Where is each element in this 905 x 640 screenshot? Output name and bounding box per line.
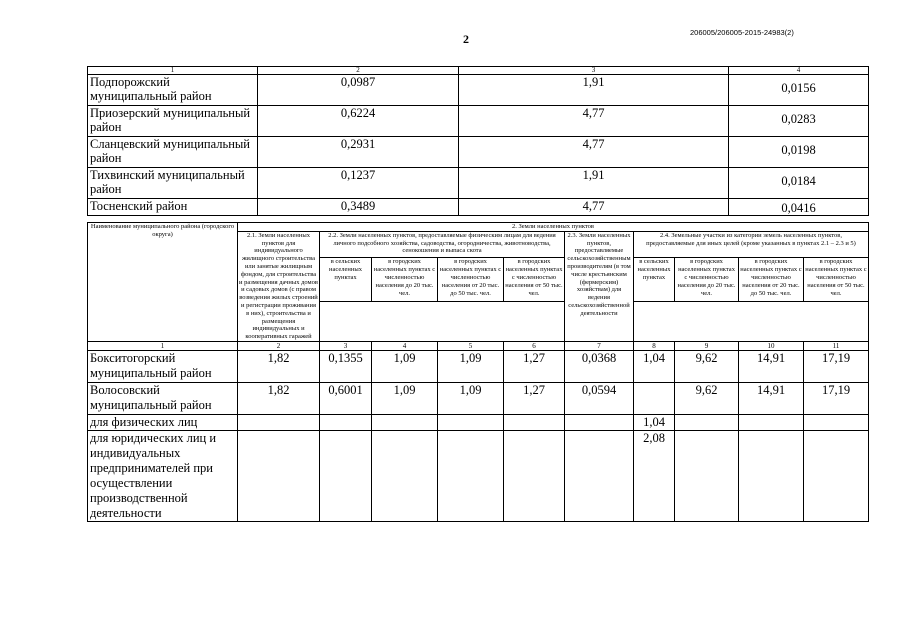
table-cell: 17,19 <box>804 350 869 382</box>
col-number: 11 <box>804 341 869 350</box>
district-name: Приозерский муниципальный район <box>88 106 258 137</box>
table-cell: 17,19 <box>804 382 869 414</box>
header-spacer <box>634 301 869 341</box>
header-2-2-urban-20: в городских населенных пунктах с численностью населения до 20 тыс. чел. <box>372 258 438 302</box>
table-cell: 2,08 <box>634 430 675 521</box>
district-name: Подпорожский муниципальный район <box>88 75 258 106</box>
table-cell: 14,91 <box>739 382 804 414</box>
table-cell: 1,04 <box>634 414 675 430</box>
header-2-4: 2.4. Земельные участки из категории земель населенных пунктов, предоставляемые для иных целей (кроме указанных в пунктах 2.1 – 2.3 и 5) <box>634 231 869 258</box>
table-cell: 0,0198 <box>729 137 869 168</box>
table-cell: 0,3489 <box>258 199 459 216</box>
table-cell <box>565 430 634 521</box>
table-cell <box>739 414 804 430</box>
header-group: 2. Земли населенных пунктов <box>238 223 869 232</box>
table-cell: 0,2931 <box>258 137 459 168</box>
table-header-row <box>88 67 869 75</box>
table-cell: 1,09 <box>438 350 504 382</box>
col-number: 4 <box>729 67 869 75</box>
table-cell <box>238 414 320 430</box>
coefficients-table-main <box>87 222 869 522</box>
table-cell: 1,91 <box>459 168 729 199</box>
table-cell: 0,1355 <box>320 350 372 382</box>
table-row <box>88 350 869 382</box>
column-number-row <box>88 341 869 350</box>
table-cell: 0,0283 <box>729 106 869 137</box>
table-cell: 1,04 <box>634 350 675 382</box>
col-number: 8 <box>634 341 675 350</box>
col-number: 3 <box>459 67 729 75</box>
table-cell: 1,09 <box>438 382 504 414</box>
table-cell <box>739 430 804 521</box>
table-cell: 1,82 <box>238 382 320 414</box>
table-cell: 0,0368 <box>565 350 634 382</box>
table-cell <box>634 382 675 414</box>
table-cell <box>804 414 869 430</box>
table-row <box>88 75 869 106</box>
header-row <box>88 223 869 232</box>
table-cell: 1,09 <box>372 382 438 414</box>
table-cell: 0,0594 <box>565 382 634 414</box>
table-cell: 0,0987 <box>258 75 459 106</box>
table-row <box>88 430 869 521</box>
header-2-2-urban-50: в городских населенных пунктах с численностью населения от 50 тыс. чел. <box>504 258 565 302</box>
district-name: Тосненский район <box>88 199 258 216</box>
table-row <box>88 414 869 430</box>
table-cell <box>372 430 438 521</box>
table-cell: 0,6224 <box>258 106 459 137</box>
table-cell: 4,77 <box>459 199 729 216</box>
district-name: Волосовский муниципальный район <box>88 382 238 414</box>
header-spacer <box>320 301 565 341</box>
table-row <box>88 106 869 137</box>
table-cell: 1,27 <box>504 350 565 382</box>
table-cell <box>320 430 372 521</box>
table-cell <box>320 414 372 430</box>
table-cell <box>238 430 320 521</box>
table-cell: 0,0156 <box>729 75 869 106</box>
table-cell: 9,62 <box>675 382 739 414</box>
col-number: 9 <box>675 341 739 350</box>
category-name: для физических лиц <box>88 414 238 430</box>
col-number: 2 <box>258 67 459 75</box>
category-name: для юридических лиц и индивидуальных предпринимателей при осуществлении производственной деятельности <box>88 430 238 521</box>
table-cell: 0,0416 <box>729 199 869 216</box>
table-cell <box>675 430 739 521</box>
table-row <box>88 168 869 199</box>
table-cell: 4,77 <box>459 137 729 168</box>
col-number: 10 <box>739 341 804 350</box>
table-cell <box>804 430 869 521</box>
header-district-name: Наименование муниципального района (городского округа) <box>88 223 238 342</box>
header-2-2-urban-20-50: в городских населенных пунктах с численностью населения от 20 тыс. до 50 тыс. чел. <box>438 258 504 302</box>
table-cell: 0,0184 <box>729 168 869 199</box>
col-number: 1 <box>88 341 238 350</box>
table-cell <box>504 414 565 430</box>
coefficients-table-top <box>87 66 869 216</box>
table-cell <box>565 414 634 430</box>
col-number: 5 <box>438 341 504 350</box>
header-2-3: 2.3. Земли населенных пунктов, предоставляемые сельскохозяйственным производителям (в том числе крестьянским (фермерским) хозяйствам) для ведения сельскохозяйственной деятельности <box>565 231 634 341</box>
table-cell <box>675 414 739 430</box>
table-cell: 9,62 <box>675 350 739 382</box>
table-cell: 4,77 <box>459 106 729 137</box>
col-number: 4 <box>372 341 438 350</box>
header-2-1: 2.1. Земли населенных пунктов для индивидуального жилищного строительства или занятые жилищным фондом, для строительства и размещения дачных домов и садовых домов (с правом возведения жилых строений и регистрации проживания в них), строительства и размещения индивидуальных и кооперативных гаражей <box>239 231 318 341</box>
col-number: 2 <box>238 341 320 350</box>
table-cell: 0,1237 <box>258 168 459 199</box>
table-cell: 14,91 <box>739 350 804 382</box>
table-cell: 1,27 <box>504 382 565 414</box>
table-cell: 1,91 <box>459 75 729 106</box>
header-2-2-rural: в сельских населенных пунктах <box>320 258 372 302</box>
table-cell <box>504 430 565 521</box>
header-2-2: 2.2. Земли населенных пунктов, предоставляемые физическим лицам для ведения личного подсобного хозяйства, садоводства, огородничества, животноводства, сенокошения и выпаса скота <box>320 231 565 258</box>
header-2-4-urban-20-50: в городских населенных пунктах с численностью населения от 20 тыс. до 50 тыс. чел. <box>739 258 804 302</box>
table-cell: 1,82 <box>238 350 320 382</box>
header-2-4-urban-20: в городских населенных пунктах с численностью населения до 20 тыс. чел. <box>675 258 739 302</box>
district-name: Бокситогорский муниципальный район <box>88 350 238 382</box>
col-number: 1 <box>88 67 258 75</box>
header-2-4-urban-50: в городских населенных пунктах с численностью населения от 50 тыс. чел. <box>804 258 869 302</box>
table-row <box>88 137 869 168</box>
document-id: 206005/206005-2015-24983(2) <box>690 28 794 37</box>
table-cell: 0,6001 <box>320 382 372 414</box>
table-cell <box>438 430 504 521</box>
table-cell: 1,09 <box>372 350 438 382</box>
col-number: 6 <box>504 341 565 350</box>
table-cell <box>372 414 438 430</box>
district-name: Сланцевский муниципальный район <box>88 137 258 168</box>
col-number: 7 <box>565 341 634 350</box>
col-number: 3 <box>320 341 372 350</box>
header-2-4-rural: в сельских населенных пунктах <box>634 258 675 302</box>
table-row <box>88 382 869 414</box>
page-number: 2 <box>463 32 469 46</box>
table-row <box>88 199 869 216</box>
district-name: Тихвинский муниципальный район <box>88 168 258 199</box>
table-cell <box>438 414 504 430</box>
